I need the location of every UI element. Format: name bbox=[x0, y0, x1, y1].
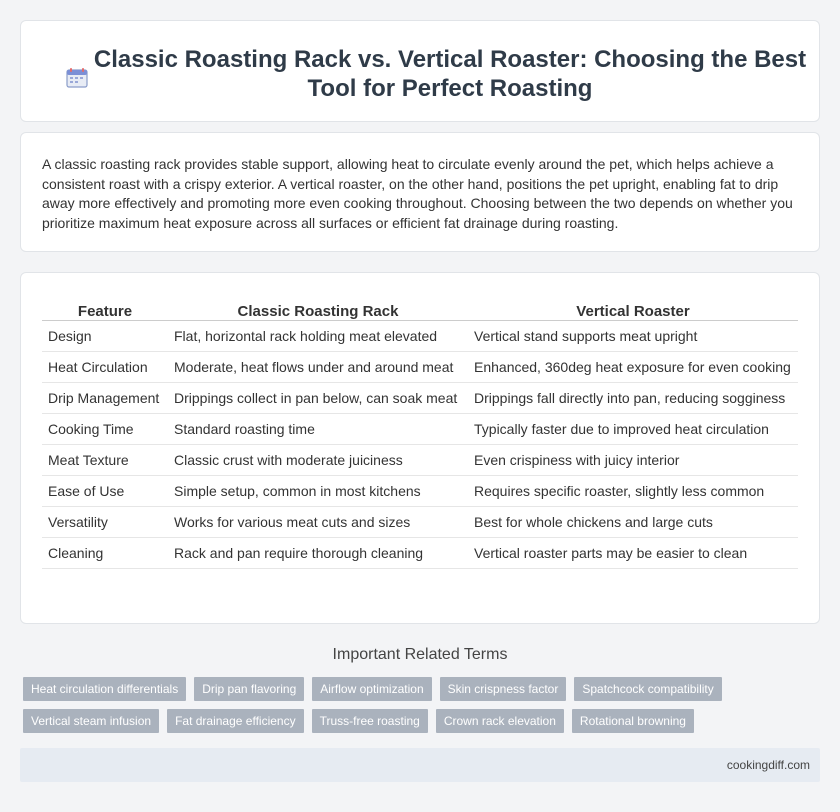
tag[interactable]: Fat drainage efficiency bbox=[167, 709, 304, 733]
header-vertical-roaster: Vertical Roaster bbox=[576, 302, 690, 320]
tag[interactable]: Vertical steam infusion bbox=[23, 709, 159, 733]
classic-cell: Moderate, heat flows under and around meat bbox=[168, 351, 468, 382]
vertical-cell: Best for whole chickens and large cuts bbox=[468, 506, 798, 537]
feature-cell: Heat Circulation bbox=[42, 351, 168, 382]
classic-cell: Flat, horizontal rack holding meat elevated bbox=[168, 320, 468, 351]
tag[interactable]: Airflow optimization bbox=[312, 677, 431, 701]
table-row bbox=[42, 320, 798, 351]
intro-card bbox=[20, 132, 820, 252]
footer-site-link[interactable]: cookingdiff.com bbox=[726, 758, 810, 772]
footer bbox=[20, 748, 820, 782]
vertical-cell: Vertical roaster parts may be easier to clean bbox=[468, 537, 798, 568]
vertical-cell: Requires specific roaster, slightly less common bbox=[468, 475, 798, 506]
title-card bbox=[20, 20, 820, 122]
header-classic-rack: Classic Roasting Rack bbox=[237, 302, 399, 320]
tag[interactable]: Heat circulation differentials bbox=[23, 677, 186, 701]
vertical-cell: Drippings fall directly into pan, reducing sogginess bbox=[468, 382, 798, 413]
feature-cell: Cooking Time bbox=[42, 413, 168, 444]
classic-cell: Simple setup, common in most kitchens bbox=[168, 475, 468, 506]
calendar-icon bbox=[65, 66, 89, 90]
table-row bbox=[42, 444, 798, 475]
table-header-row bbox=[42, 297, 798, 320]
tag[interactable]: Spatchcock compatibility bbox=[574, 677, 721, 701]
tag-row bbox=[23, 709, 803, 733]
classic-cell: Drippings collect in pan below, can soak meat bbox=[168, 382, 468, 413]
table-row bbox=[42, 382, 798, 413]
related-terms-tags bbox=[23, 677, 803, 741]
intro-paragraph: A classic roasting rack provides stable support, allowing heat to circulate evenly around the pet, which helps achieve a consistent roast with a crispy exterior. A vertical roaster, on the other hand, positions the pet upright, enabling fat to drip away more effectively and promoting more even cooking throughout. Choosing between the two depends on whether you prioritize maximum heat exposure across all surfaces or efficient fat drainage during roasting. bbox=[42, 156, 793, 231]
feature-cell: Meat Texture bbox=[42, 444, 168, 475]
table-row bbox=[42, 506, 798, 537]
header-feature: Feature bbox=[77, 302, 133, 320]
feature-cell: Versatility bbox=[42, 506, 168, 537]
vertical-cell: Vertical stand supports meat upright bbox=[468, 320, 798, 351]
classic-cell: Classic crust with moderate juiciness bbox=[168, 444, 468, 475]
tag[interactable]: Truss-free roasting bbox=[312, 709, 428, 733]
vertical-cell: Enhanced, 360deg heat exposure for even cooking bbox=[468, 351, 798, 382]
related-terms-title: Important Related Terms bbox=[332, 646, 508, 663]
table-row bbox=[42, 351, 798, 382]
table-row bbox=[42, 537, 798, 568]
comparison-card bbox=[20, 272, 820, 624]
vertical-cell: Even crispiness with juicy interior bbox=[468, 444, 798, 475]
vertical-cell: Typically faster due to improved heat circulation bbox=[468, 413, 798, 444]
classic-cell: Rack and pan require thorough cleaning bbox=[168, 537, 468, 568]
table-row bbox=[42, 413, 798, 444]
feature-cell: Cleaning bbox=[42, 537, 168, 568]
tag[interactable]: Crown rack elevation bbox=[436, 709, 564, 733]
tag[interactable]: Skin crispness factor bbox=[440, 677, 567, 701]
classic-cell: Standard roasting time bbox=[168, 413, 468, 444]
tag[interactable]: Rotational browning bbox=[572, 709, 694, 733]
table-row bbox=[42, 475, 798, 506]
tag[interactable]: Drip pan flavoring bbox=[194, 677, 304, 701]
comparison-table bbox=[42, 297, 798, 569]
page-title: Classic Roasting Rack vs. Vertical Roaster: Choosing the Best Tool for Perfect Roasting bbox=[93, 46, 807, 102]
classic-cell: Works for various meat cuts and sizes bbox=[168, 506, 468, 537]
feature-cell: Design bbox=[42, 320, 168, 351]
feature-cell: Drip Management bbox=[42, 382, 168, 413]
tag-row bbox=[23, 677, 803, 701]
feature-cell: Ease of Use bbox=[42, 475, 168, 506]
